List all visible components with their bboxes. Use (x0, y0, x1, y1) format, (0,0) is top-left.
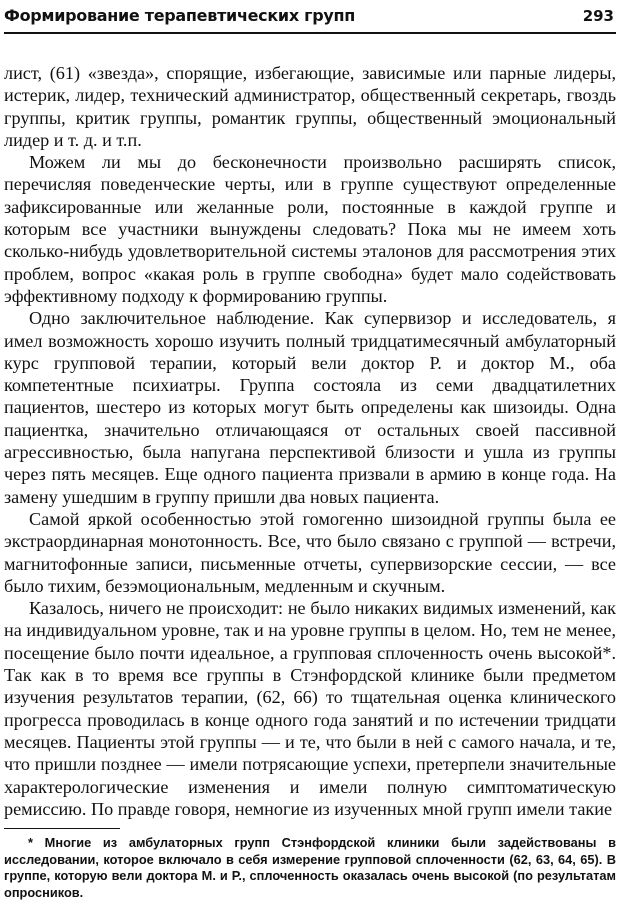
page-header (4, 2, 616, 34)
page-number: 293 (582, 7, 614, 25)
footnote: * Многие из амбулаторных групп Стэнфордской клиники были задействованы в исследовании, которое включало в себя измерение групповой сплоченности (62, 63, 64, 65). В группе, которую вели доктора М. и Р., сплоченность оказалась очень высокой (по результатам опросников. (4, 835, 616, 901)
paragraph: Одно заключительное наблюдение. Как супервизор и исследователь, я имел возможность хорошо изучить полный тридцатимесячный амбулаторный курс групповой терапии, который вели доктор Р. и доктор М., оба компетентные психиатры. Группа состояла из семи двадцатилетних пациентов, шестеро из которых могут быть определены как шизоиды. Одна пациентка, значительно отличающаяся от остальных своей пассивной агрессивностью, была напугана перспективой близости и ушла из группы через пять месяцев. Еще одного пациента призвали в армию в конце года. На замену ушедшим в группу пришли два новых пациента. (4, 308, 616, 507)
paragraph: Можем ли мы до бесконечности произвольно расширять список, перечисляя поведенческие черты, или в группе существуют определенные зафиксированные или желанные роли, постоянные в каждой группе и которым все участники вынуждены следовать? Пока мы не имеем хоть сколько-нибудь удовлетворительной системы эталонов для рассмотрения этих проблем, вопрос «какая роль в группе свободна» будет мало содействовать эффективному подходу к формированию группы. (4, 152, 616, 306)
body-text (4, 62, 616, 820)
paragraph-continued: лист, (61) «звезда», спорящие, избегающие, зависимые или парные лидеры, истерик, лидер, технический администратор, общественный секретарь, гвоздь группы, критик группы, романтик группы, общественный эмоциональный лидер и т. д. и т.п. (4, 63, 616, 150)
paragraph: Казалось, ничего не происходит: не было никаких видимых изменений, как на индивидуальном уровне, так и на уровне группы в целом. Но, тем не менее, посещение было почти идеальное, а групповая сплоченность очень высокой*. Так как в то время все группы в Стэнфордской клинике были предметом изучения результатов терапии, (62, 66) то тщательная оценка клинического прогресса проводилась в конце одного года занятий и по истечении тридцати месяцев. Пациенты этой группы — и те, что были в ней с самого начала, и те, что пришли позднее — имели потрясающие успехи, претерпели значительные характерологические изменения и имели полную симптоматическую ремиссию. По правде говоря, немногие из изученных мной групп имели такие (4, 598, 616, 819)
footnote-divider (4, 828, 120, 829)
running-head: Формирование терапевтических групп (4, 6, 355, 25)
paragraph: Самой яркой особенностью этой гомогенно шизоидной группы была ее экстраординарная монотонность. Все, что было связано с группой — встречи, магнитофонные записи, письменные отчеты, супервизорские сессии, — все было тихим, безэмоциональным, медленным и скучным. (4, 508, 616, 596)
